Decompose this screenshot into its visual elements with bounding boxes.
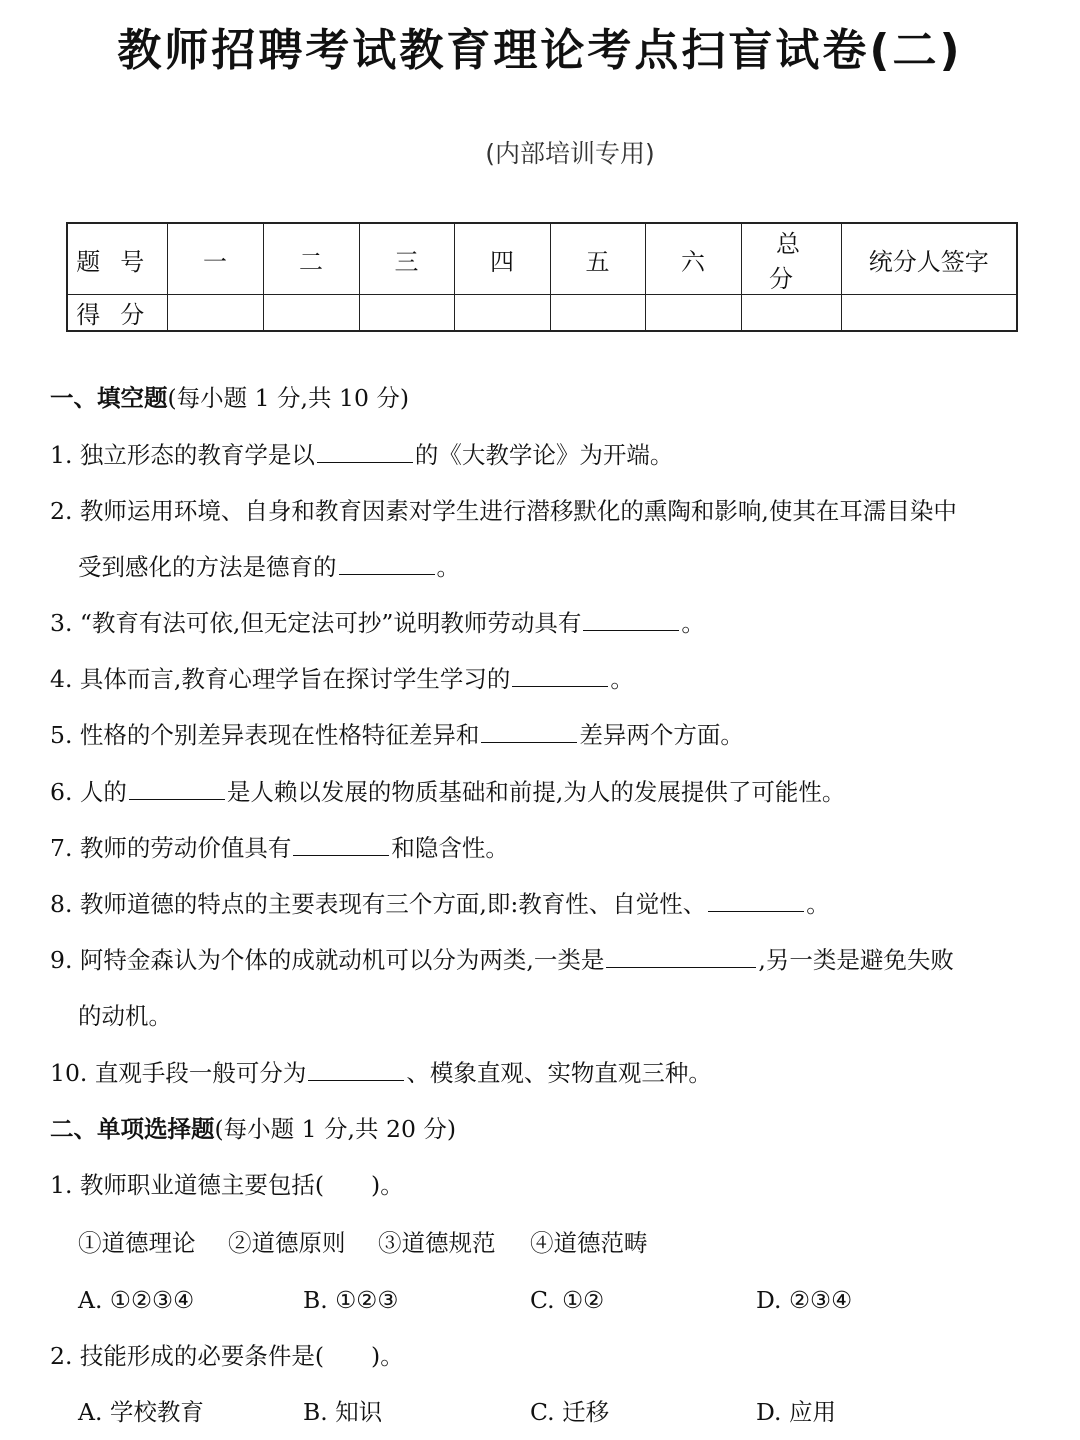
question-text: 7. 教师的劳动价值具有: [50, 834, 292, 862]
question-text: 3. “教育有法可依,但无定法可抄”说明教师劳动具有: [50, 609, 582, 637]
s2-q1-option-c[interactable]: C. ①②: [530, 1286, 605, 1314]
answer-blank[interactable]: [708, 889, 804, 912]
question-text: 9. 阿特金森认为个体的成就动机可以分为两类,一类是: [50, 946, 605, 974]
s1-question-5: [50, 720, 1040, 750]
s1-question-9: [50, 945, 1040, 975]
question-text: 的动机。: [78, 1002, 172, 1030]
question-text: 6. 人的: [50, 778, 127, 806]
question-text: 2. 教师运用环境、自身和教育因素对学生进行潜移默化的熏陶和影响,使其在耳濡目染中: [50, 497, 957, 525]
question-text: 和隐含性。: [391, 834, 509, 862]
answer-blank[interactable]: [129, 777, 225, 800]
score-cell[interactable]: [263, 295, 359, 332]
section1-heading: [50, 383, 1040, 413]
question-text: 1. 独立形态的教育学是以: [50, 441, 315, 469]
s2-q2-option-c[interactable]: C. 迁移: [530, 1398, 610, 1426]
column-2: 二: [263, 223, 359, 295]
column-6: 六: [645, 223, 741, 295]
s2-question-1-stem: 1. 教师职业道德主要包括( )。: [50, 1171, 404, 1199]
section1-note: (每小题 1 分,共 10 分): [167, 384, 410, 412]
answer-blank[interactable]: [339, 552, 435, 575]
question-text: 差异两个方面。: [579, 721, 744, 749]
column-1: 一: [167, 223, 263, 295]
s2-q1-option-b[interactable]: B. ①②③: [303, 1286, 399, 1314]
question-text: 8. 教师道德的特点的主要表现有三个方面,即:教育性、自觉性、: [50, 890, 707, 918]
score-cell[interactable]: [841, 295, 1017, 332]
column-3: 三: [359, 223, 454, 295]
score-cell[interactable]: [167, 295, 263, 332]
question-text: 是人赖以发展的物质基础和前提,为人的发展提供了可能性。: [226, 778, 846, 806]
column-4: 四: [454, 223, 550, 295]
s2-q1-item: ①道德理论: [78, 1229, 196, 1257]
question-number-header: 题号: [67, 223, 167, 295]
s2-q1-item: ③道德规范: [378, 1229, 496, 1257]
answer-blank[interactable]: [308, 1058, 404, 1081]
question-text: 5. 性格的个别差异表现在性格特征差异和: [50, 721, 480, 749]
score-table-score-row: [67, 295, 1017, 332]
total-header: 总分: [741, 223, 841, 295]
answer-blank[interactable]: [606, 945, 756, 968]
signer-header: 统分人签字: [841, 223, 1017, 295]
score-cell[interactable]: [454, 295, 550, 332]
s1-question-2-cont: [78, 552, 1068, 582]
question-text: 。: [806, 890, 830, 918]
question-text: 。: [436, 553, 460, 581]
s2-q2-option-a[interactable]: A. 学校教育: [78, 1398, 204, 1426]
score-cell[interactable]: [550, 295, 645, 332]
answer-blank[interactable]: [481, 720, 577, 743]
section1-title: 一、填空题: [50, 384, 168, 412]
question-text: 。: [681, 609, 705, 637]
question-text: 、模象直观、实物直观三种。: [406, 1059, 712, 1087]
page-subtitle: (内部培训专用): [485, 139, 655, 168]
s1-question-2: [50, 496, 1040, 526]
question-text: 受到感化的方法是德育的: [78, 553, 337, 581]
score-table: [66, 222, 1018, 332]
answer-blank[interactable]: [583, 608, 679, 631]
s2-q2-option-d[interactable]: D. 应用: [756, 1398, 836, 1426]
s1-question-4: [50, 664, 1040, 694]
s1-question-6: [50, 777, 1040, 807]
question-text: 的《大教学论》为开端。: [414, 441, 674, 469]
s2-q1-item: ②道德原则: [228, 1229, 346, 1257]
s1-question-9-cont: [78, 1001, 1068, 1031]
answer-blank[interactable]: [317, 440, 413, 463]
s1-question-1: [50, 440, 1040, 470]
question-text: 4. 具体而言,教育心理学旨在探讨学生学习的: [50, 665, 511, 693]
score-cell[interactable]: [741, 295, 841, 332]
s1-question-10: [50, 1058, 1040, 1088]
s2-question-2-stem: 2. 技能形成的必要条件是( )。: [50, 1342, 404, 1370]
score-header: 得分: [67, 295, 167, 332]
s1-question-3: [50, 608, 1040, 638]
s1-question-8: [50, 889, 1040, 919]
score-cell[interactable]: [359, 295, 454, 332]
page-title: 教师招聘考试教育理论考点扫盲试卷(二): [117, 25, 963, 76]
section2-note: (每小题 1 分,共 20 分): [214, 1115, 457, 1143]
s2-q1-option-a[interactable]: A. ①②③④: [78, 1286, 195, 1314]
s2-q2-option-b[interactable]: B. 知识: [303, 1398, 383, 1426]
question-text: 。: [610, 665, 634, 693]
answer-blank[interactable]: [293, 833, 389, 856]
s1-question-7: [50, 833, 1040, 863]
s2-q1-item: ④道德范畴: [530, 1229, 648, 1257]
score-cell[interactable]: [645, 295, 741, 332]
section2-heading: [50, 1114, 1040, 1144]
s2-q1-option-d[interactable]: D. ②③④: [756, 1286, 853, 1314]
column-5: 五: [550, 223, 645, 295]
question-text: 10. 直观手段一般可分为: [50, 1059, 307, 1087]
question-text: ,另一类是避免失败: [758, 946, 954, 974]
answer-blank[interactable]: [512, 664, 608, 687]
score-table-header-row: [67, 223, 1017, 295]
section2-title: 二、单项选择题: [50, 1115, 215, 1143]
